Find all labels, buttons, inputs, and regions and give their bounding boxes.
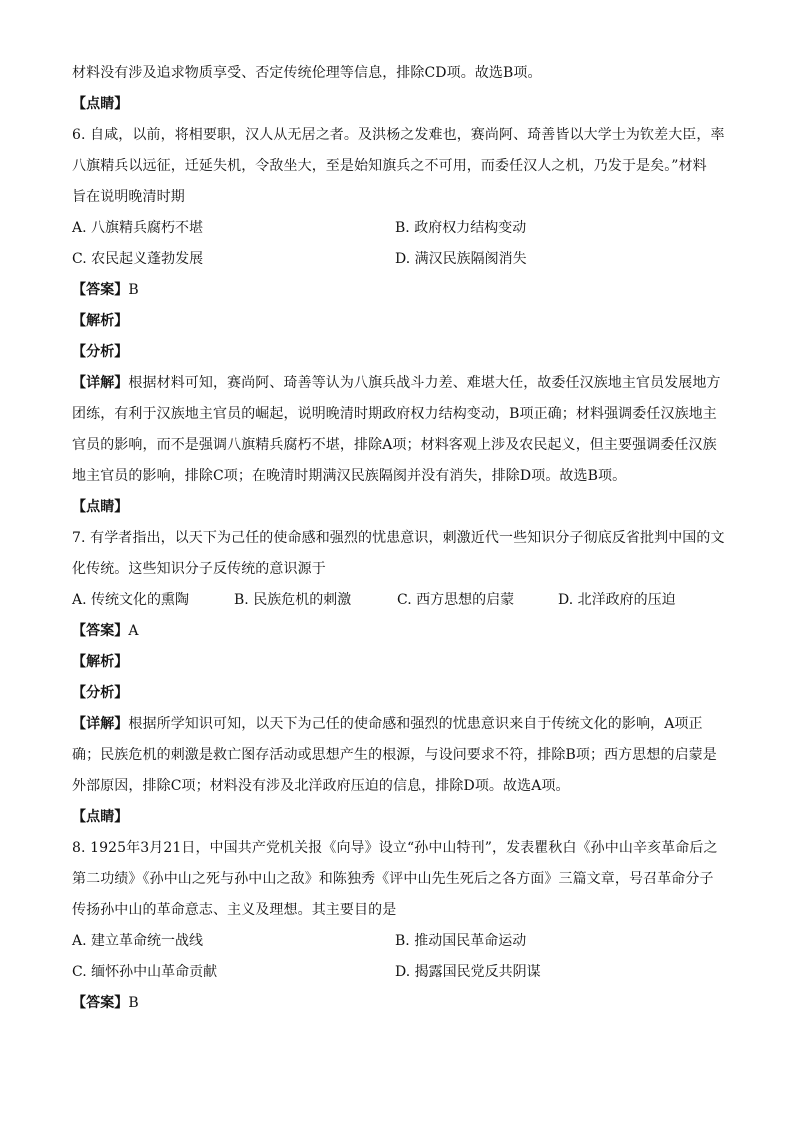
q8-options-row <box>72 926 724 957</box>
detail-text: 根据所学知识可知，以天下为己任的使命感和强烈的忧患意识来自于传统文化的影响，A项正 <box>128 716 703 732</box>
q6-detail-line <box>72 368 724 399</box>
section-label-fenxi: 【分析】 <box>72 344 129 360</box>
q8-answer <box>72 988 724 1019</box>
section-label-dianjing: 【点睛】 <box>72 96 129 112</box>
q8-stem-line: 传扬孙中山的革命意志、主义及理想。其主要目的是 <box>72 902 397 918</box>
q6-stem-line: 旨在说明晚清时期 <box>72 189 185 205</box>
section-label-dianjing: 【点睛】 <box>72 499 129 515</box>
detail-label: 【详解】 <box>72 716 129 732</box>
q7-option-d: D. 北洋政府的压迫 <box>558 592 676 608</box>
q8-option-b: B. 推动国民革命运动 <box>395 933 527 949</box>
section-label-jiexi: 【解析】 <box>72 313 129 329</box>
q8-option-c: C. 缅怀孙中山革命贡献 <box>72 964 218 980</box>
q8-stem-line: 第二功绩》《孙中山之死与孙中山之敌》和陈独秀《评中山先生死后之各方面》三篇文章，号召革命分子 <box>72 871 714 887</box>
q6-detail-line: 地主官员的影响，排除C项；在晚清时期满汉民族隔阂并没有消失，排除D项。故选B项。 <box>72 468 627 484</box>
detail-text: 根据材料可知，赛尚阿、琦善等认为八旗兵战斗力差、难堪大任，故委任汉族地主官员发展地方 <box>128 375 721 391</box>
q7-options-row <box>72 585 724 616</box>
document-page <box>72 58 724 1019</box>
q6-stem-line: 八旗精兵以远征，迁延失机，令敌坐大，至是始知旗兵之不可用，而委任汉人之机，乃发于是矣。”材料 <box>72 158 707 174</box>
q6-option-c: C. 农民起义蓬勃发展 <box>72 251 204 267</box>
q7-answer <box>72 616 724 647</box>
q6-option-d: D. 满汉民族隔阂消失 <box>395 251 527 267</box>
q7-detail-line: 外部原因，排除C项；材料没有涉及北洋政府压迫的信息，排除D项。故选A项。 <box>72 778 570 794</box>
answer-label: 【答案】 <box>72 623 129 639</box>
q6-option-a: A. 八旗精兵腐朽不堪 <box>72 220 204 236</box>
q7-option-a: A. 传统文化的熏陶 <box>72 592 190 608</box>
q6-detail-line: 团练，有利于汉族地主官员的崛起，说明晚清时期政府权力结构变动，B项正确；材料强调委任汉族地主 <box>72 406 717 422</box>
q8-options-row <box>72 957 724 988</box>
q7-stem-line: 7. 有学者指出，以天下为己任的使命感和强烈的忧患意识，刺激近代一些知识分子彻底反省批判中国的文 <box>72 530 725 546</box>
q6-stem-line: 6. 自咸，以前，将相要职，汉人从无居之者。及洪杨之发难也，赛尚阿、琦善皆以大学士为钦差大臣，率 <box>72 127 725 143</box>
q6-answer <box>72 275 724 306</box>
q6-detail-line: 官员的影响，而不是强调八旗精兵腐朽不堪，排除A项；材料客观上涉及农民起义，但主要强调委任汉族 <box>72 437 717 453</box>
q7-option-b: B. 民族危机的刺激 <box>234 592 352 608</box>
q6-option-b: B. 政府权力结构变动 <box>395 220 527 236</box>
q6-options-row <box>72 244 724 275</box>
q7-stem-line: 化传统。这些知识分子反传统的意识源于 <box>72 561 326 577</box>
answer-value: B <box>128 995 139 1011</box>
text-line: 材料没有涉及追求物质享受、否定传统伦理等信息，排除CD项。故选B项。 <box>72 65 542 81</box>
q7-detail-line <box>72 709 724 740</box>
q7-option-c: C. 西方思想的启蒙 <box>397 592 515 608</box>
q7-detail-line: 确；民族危机的刺激是救亡图存活动或思想产生的根源，与设问要求不符，排除B项；西方思想的启蒙是 <box>72 747 717 763</box>
q8-option-a: A. 建立革命统一战线 <box>72 933 204 949</box>
q6-options-row <box>72 213 724 244</box>
section-label-dianjing: 【点睛】 <box>72 809 129 825</box>
section-label-fenxi: 【分析】 <box>72 685 129 701</box>
section-label-jiexi: 【解析】 <box>72 654 129 670</box>
q8-option-d: D. 揭露国民党反共阴谋 <box>395 964 541 980</box>
q8-stem-line: 8. 1925年3月21日，中国共产党机关报《向导》设立“孙中山特刊”，发表瞿秋白《孙中山辛亥革命后之 <box>72 840 718 856</box>
detail-label: 【详解】 <box>72 375 129 391</box>
answer-label: 【答案】 <box>72 995 129 1011</box>
answer-label: 【答案】 <box>72 282 129 298</box>
answer-value: B <box>128 282 139 298</box>
answer-value: A <box>128 623 139 639</box>
